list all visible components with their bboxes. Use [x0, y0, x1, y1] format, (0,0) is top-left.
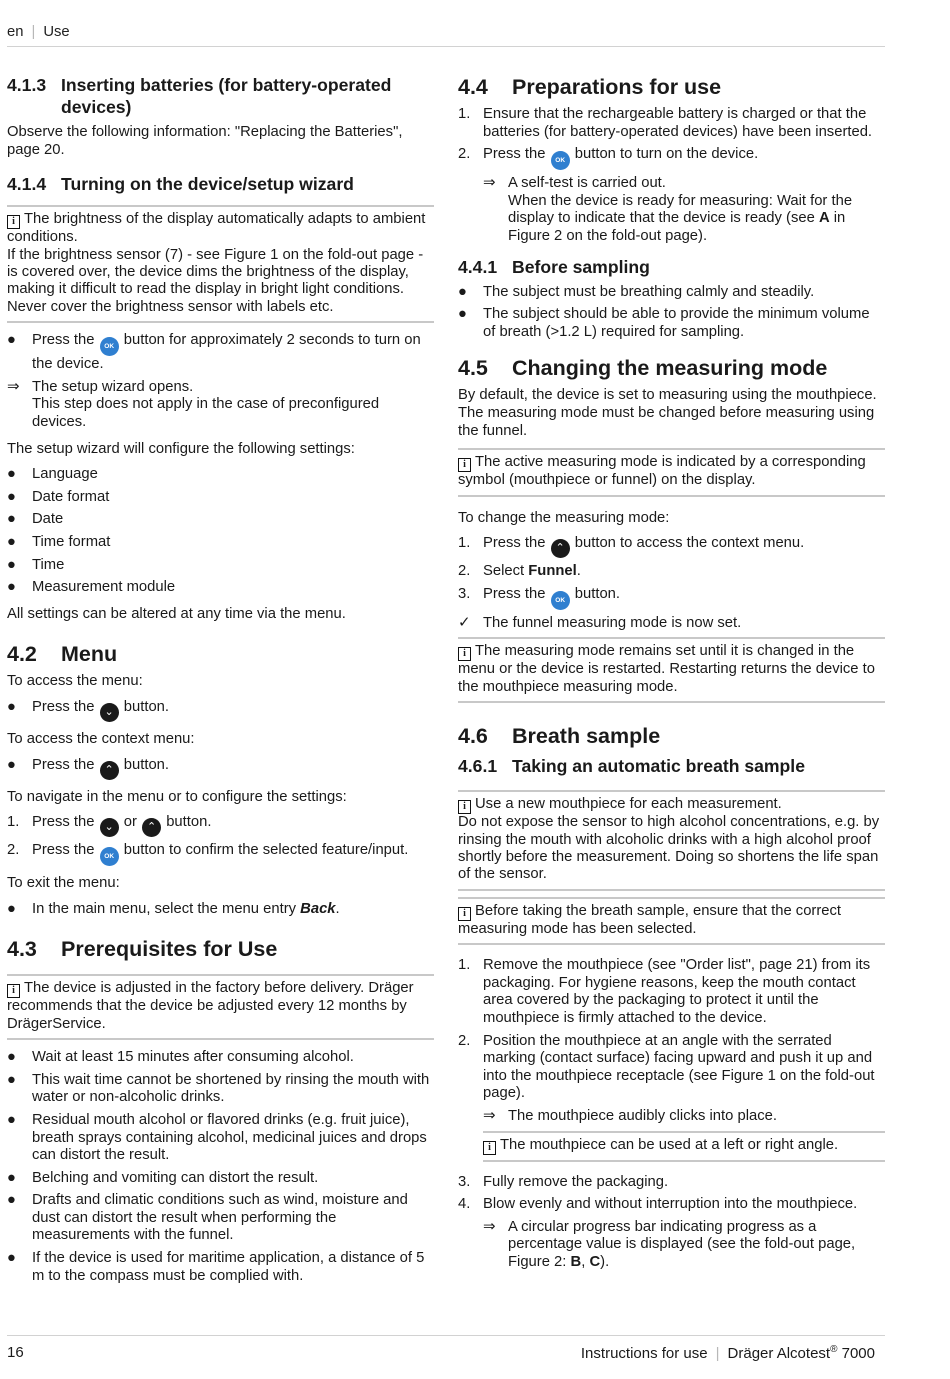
paragraph: To access the context menu:: [7, 730, 195, 747]
page-number: 16: [7, 1344, 24, 1361]
result-item: ✓ The funnel measuring mode is now set.: [458, 614, 742, 631]
arrow-icon: ⇒: [483, 175, 496, 192]
list-item: ● The subject should be able to provide the minimum volume of breath (>1.2 L) required for sampling.: [458, 306, 870, 340]
list-item: ● Belching and vomiting can distort the result.: [7, 1169, 319, 1186]
info-note: i Use a new mouthpiece for each measurement. Do not expose the sensor to high alcohol concentrations, e.g. by rinsing the mouth with alcoholic drinks with a high alcohol proof shortly before the measurement. Doing so shortens the life span of the sensor.: [458, 790, 885, 891]
list-item: ● Time: [7, 556, 65, 573]
info-icon: i: [458, 800, 471, 814]
section-heading-4-6: 4.6 Breath sample: [458, 724, 661, 749]
info-icon: i: [458, 647, 471, 661]
result-item: ⇒ The mouthpiece audibly clicks into place.: [483, 1107, 777, 1124]
section-heading-4-3: 4.3 Prerequisites for Use: [7, 937, 278, 962]
info-note: i The active measuring mode is indicated by a corresponding symbol (mouthpiece or funnel) on the display.: [458, 448, 885, 496]
list-item: 2. Position the mouthpiece at an angle with the serrated marking (contact surface) facing upward and push it up and into the mouthpiece receptacle (see Figure 1 on the fold-out page).: [458, 1032, 875, 1102]
bullet-icon: ●: [7, 466, 16, 483]
bullet-icon: ●: [7, 1169, 16, 1186]
ok-button-icon: OK: [551, 591, 570, 610]
list-item: 1. Press the ⌃ button to access the context menu.: [458, 535, 885, 558]
bullet-icon: ●: [7, 533, 16, 550]
list-item: 3. Fully remove the packaging.: [458, 1173, 669, 1190]
info-note: i Before taking the breath sample, ensure that the correct measuring mode has been selected.: [458, 897, 885, 945]
list-item: ● Press the OK button for approximately 2 seconds to turn on the device.: [7, 332, 421, 373]
footer-title: Instructions for use | Dräger Alcotest® 7000: [580, 1344, 875, 1362]
info-icon: i: [458, 458, 471, 472]
info-note: i The mouthpiece can be used at a left or right angle.: [483, 1131, 885, 1162]
result-item: ⇒ A self-test is carried out. When the device is ready for measuring: Wait for the display to indicate that the device is ready (see A in Figure 2 on the fold-out page).: [483, 175, 853, 244]
info-icon: i: [483, 1141, 496, 1155]
paragraph: To access the menu:: [7, 673, 143, 690]
check-icon: ✓: [458, 614, 471, 631]
bullet-icon: ●: [7, 900, 16, 917]
bullet-icon: ●: [7, 1049, 16, 1066]
bullet-icon: ●: [7, 756, 16, 773]
section-heading-4-4-1: 4.4.1 Before sampling: [458, 256, 650, 277]
list-item: ● This wait time cannot be shortened by rinsing the mouth with water or non-alcoholic drinks.: [7, 1071, 430, 1106]
paragraph: To exit the menu:: [7, 875, 120, 892]
result-item: ⇒ A circular progress bar indicating progress as a percentage value is displayed (see the fold-out page, Figure 2: B, C).: [483, 1218, 856, 1270]
down-button-icon: ⌄: [100, 818, 119, 837]
up-button-icon: ⌃: [100, 761, 119, 780]
bullet-icon: ●: [7, 511, 16, 528]
paragraph: Observe the following information: "Replacing the Batteries", page 20.: [7, 124, 403, 158]
paragraph: All settings can be altered at any time via the menu.: [7, 605, 346, 622]
page-footer: [7, 1335, 885, 1362]
list-item: ● Press the ⌃ button.: [7, 757, 434, 780]
bullet-icon: ●: [7, 488, 16, 505]
paragraph: To change the measuring mode:: [458, 509, 670, 526]
arrow-icon: ⇒: [7, 378, 20, 395]
ok-button-icon: OK: [551, 151, 570, 170]
page-header: [7, 24, 885, 47]
list-item: ● Residual mouth alcohol or flavored drinks (e.g. fruit juice), breath sprays containing alcohol, medicinal juices and drops can distort the result.: [7, 1111, 427, 1164]
section-heading-4-4: 4.4 Preparations for use: [458, 75, 722, 99]
list-item: ● The subject must be breathing calmly and steadily.: [458, 283, 815, 300]
ok-button-icon: OK: [100, 337, 119, 356]
paragraph: To navigate in the menu or to configure the settings:: [7, 788, 347, 805]
up-button-icon: ⌃: [142, 818, 161, 837]
down-button-icon: ⌄: [100, 703, 119, 722]
list-item: ● Language: [7, 466, 98, 483]
paragraph: By default, the device is set to measuring using the mouthpiece. The measuring mode must be changed before measuring using the funnel.: [458, 387, 877, 439]
bullet-icon: ●: [7, 1192, 16, 1209]
list-item: ● Drafts and climatic conditions such as wind, moisture and dust can distort the result when performing the measurements with the funnel.: [7, 1192, 408, 1244]
list-item: 4. Blow evenly and without interruption into the mouthpiece.: [458, 1196, 858, 1213]
list-item: 2. Select Funnel.: [458, 563, 581, 580]
list-item: ● Date: [7, 511, 64, 528]
paragraph: The setup wizard will configure the following settings:: [7, 440, 355, 457]
up-button-icon: ⌃: [551, 539, 570, 558]
bullet-icon: ●: [7, 556, 16, 573]
arrow-icon: ⇒: [483, 1107, 496, 1124]
list-item: ● Press the ⌄ button.: [7, 699, 434, 722]
list-item: 2. Press the OK button to confirm the selected feature/input.: [7, 842, 434, 866]
right-column: [458, 74, 885, 1276]
bullet-icon: ●: [458, 306, 467, 323]
bullet-icon: ●: [7, 1071, 16, 1088]
info-note: i The measuring mode remains set until it is changed in the menu or the device is restarted. Restarting returns the device to the mouthpiece measuring mode.: [458, 637, 885, 703]
list-item: ● If the device is used for maritime application, a distance of 5 m to the compass must be complied with.: [7, 1250, 425, 1284]
list-item: 3. Press the OK button.: [458, 586, 885, 610]
list-item: 1. Press the ⌄ or ⌃ button.: [7, 814, 434, 837]
header-separator: |: [31, 24, 36, 40]
bullet-icon: ●: [458, 283, 467, 300]
info-icon: i: [7, 215, 20, 229]
list-item: ● In the main menu, select the menu entry Back.: [7, 900, 340, 917]
list-item: ● Date format: [7, 488, 110, 505]
bullet-icon: ●: [7, 332, 16, 349]
section-heading-4-5: 4.5 Changing the measuring mode: [458, 356, 828, 381]
list-item: 1. Remove the mouthpiece (see "Order list", page 21) from its packaging. For hygiene reasons, keep the mouth contact area covered by the packaging to protect it until the mouthpiece is firmly attached to the device.: [458, 957, 871, 1026]
info-note: i The device is adjusted in the factory before delivery. Dräger recommends that the device be adjusted every 12 months by DrägerService.: [7, 974, 434, 1040]
info-icon: i: [7, 984, 20, 998]
section-heading-4-2: 4.2 Menu: [7, 642, 118, 667]
section-heading-4-6-1: 4.6.1 Taking an automatic breath sample: [458, 756, 805, 777]
arrow-icon: ⇒: [483, 1218, 496, 1235]
list-item: ● Wait at least 15 minutes after consuming alcohol.: [7, 1049, 354, 1066]
ok-button-icon: OK: [100, 847, 119, 866]
header-language: en: [7, 24, 24, 40]
section-heading-4-1-4: 4.1.4 Turning on the device/setup wizard: [7, 174, 354, 195]
list-item: 1. Ensure that the rechargeable battery is charged or that the batteries (for battery-operated devices) have been inserted.: [458, 106, 873, 140]
bullet-icon: ●: [7, 1250, 16, 1267]
section-heading-4-1-3: 4.1.3 Inserting batteries (for battery-operated devices): [7, 75, 392, 117]
info-note: i The brightness of the display automatically adapts to ambient conditions. If the brightness sensor (7) - see Figure 1 on the fold-out page - is covered over, the device dims the brightness of the display, making it difficult to read the display in bright light conditions. Never cover the brightness sensor with labels etc.: [7, 205, 434, 323]
list-item: 2. Press the OK button to turn on the device.: [458, 146, 885, 170]
list-item: ● Measurement module: [7, 579, 176, 596]
left-column: [7, 74, 434, 1290]
result-item: ⇒ The setup wizard opens. This step does not apply in the case of preconfigured devices.: [7, 378, 380, 430]
bullet-icon: ●: [7, 579, 16, 596]
bullet-icon: ●: [7, 1111, 16, 1128]
info-icon: i: [458, 907, 471, 921]
header-section: Use: [43, 24, 70, 40]
bullet-icon: ●: [7, 698, 16, 715]
list-item: ● Time format: [7, 533, 111, 550]
